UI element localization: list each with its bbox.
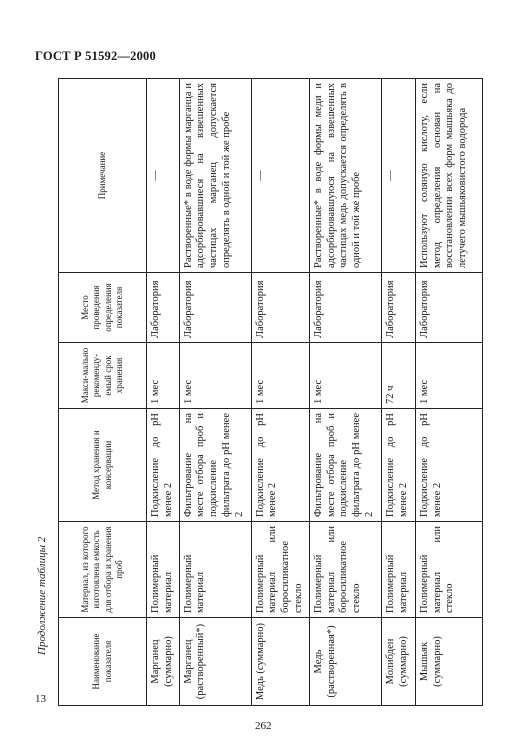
cell-storage: 1 мес bbox=[309, 343, 381, 409]
cell-name: Марганец (суммарно) bbox=[147, 618, 180, 706]
column-header-note: Примечание bbox=[59, 79, 147, 273]
rotated-table-container bbox=[58, 79, 471, 706]
page-number: 262 bbox=[255, 720, 272, 732]
column-header-name: Наименование показателя bbox=[59, 618, 147, 706]
cell-note: — bbox=[147, 79, 180, 273]
cell-method: Подкисление до pH менее 2 bbox=[415, 409, 482, 522]
cell-storage: 1 мес bbox=[147, 343, 180, 409]
cell-place: Лаборатория bbox=[147, 273, 180, 343]
table-row bbox=[309, 79, 381, 706]
cell-material: Полимерный материал bbox=[381, 522, 415, 618]
table-continuation-label: Продолжение таблицы 2 bbox=[36, 536, 48, 655]
cell-method: Подкисление до pH менее 2 bbox=[251, 409, 309, 522]
cell-place: Лаборатория bbox=[381, 273, 415, 343]
document-header: ГОСТ Р 51592—2000 bbox=[35, 49, 156, 63]
cell-storage: 1 мес bbox=[415, 343, 482, 409]
cell-name: Медь (суммарно) bbox=[251, 618, 309, 706]
cell-material: Полимерный материал bbox=[147, 522, 180, 618]
cell-method: Подкисление до pH менее 2 bbox=[381, 409, 415, 522]
column-header-storage: Макси-мально рекоменду-емый срок хранения bbox=[59, 343, 147, 409]
cell-method: Подкисление до pH менее 2 bbox=[147, 409, 180, 522]
cell-note: — bbox=[251, 79, 309, 273]
cell-material: Полимерный материал или стекло bbox=[415, 522, 482, 618]
cell-name: Мышьяк (суммарно) bbox=[415, 618, 482, 706]
cell-material: Полимерный материал или боросиликатное стекло bbox=[251, 522, 309, 618]
table-row bbox=[251, 79, 309, 706]
column-header-method: Метод хранения и консервации bbox=[59, 409, 147, 522]
cell-storage: 1 мес bbox=[179, 343, 251, 409]
cell-name: Молибден (суммарно) bbox=[381, 618, 415, 706]
cell-material: Полимерный материал bbox=[179, 522, 251, 618]
table-frame bbox=[58, 79, 471, 706]
cell-storage: 72 ч bbox=[381, 343, 415, 409]
cell-method: Фильтрование на месте отбора проб и подкисление фильтрата до pH менее 2 bbox=[309, 409, 381, 522]
cell-place: Лаборатория bbox=[179, 273, 251, 343]
column-header-material: Материал, из которого изготовлена емкость для отбора и хранения проб bbox=[59, 522, 147, 618]
cell-place: Лаборатория bbox=[415, 273, 482, 343]
table-row bbox=[179, 79, 251, 706]
cell-note: Растворенные* в воде формы меди и адсорбировавшуюся на взвешенных частицах медь допускается определять в одной и той же пробе bbox=[309, 79, 381, 273]
cell-note: Растворенные* в воде формы марганца и адсорбировавшиеся на взвешенных частицах марганец допускается определять в одной и той же пробе bbox=[179, 79, 251, 273]
cell-name: Марганец (растворенный*) bbox=[179, 618, 251, 706]
sampling-table bbox=[58, 78, 483, 706]
table-row bbox=[381, 79, 415, 706]
table-header-row bbox=[59, 79, 147, 706]
cell-place: Лаборатория bbox=[309, 273, 381, 343]
column-header-place: Место проведения определения показателя bbox=[59, 273, 147, 343]
cell-note: Используют соляную кислоту, если метод определения основан на восстановлении всех форм мышьяка до летучего мышьяковистого водорода bbox=[415, 79, 482, 273]
cell-method: Фильтрование на месте отбора проб и подкисление фильтрата до pH менее 2 bbox=[179, 409, 251, 522]
table-row bbox=[147, 79, 180, 706]
cell-note: — bbox=[381, 79, 415, 273]
cell-material: Полимерный материал или боросиликатное стекло bbox=[309, 522, 381, 618]
table-row bbox=[415, 79, 482, 706]
page-side-number: 13 bbox=[35, 693, 46, 705]
cell-place: Лаборатория bbox=[251, 273, 309, 343]
cell-name: Медь (растворенная*) bbox=[309, 618, 381, 706]
cell-storage: 1 мес bbox=[251, 343, 309, 409]
